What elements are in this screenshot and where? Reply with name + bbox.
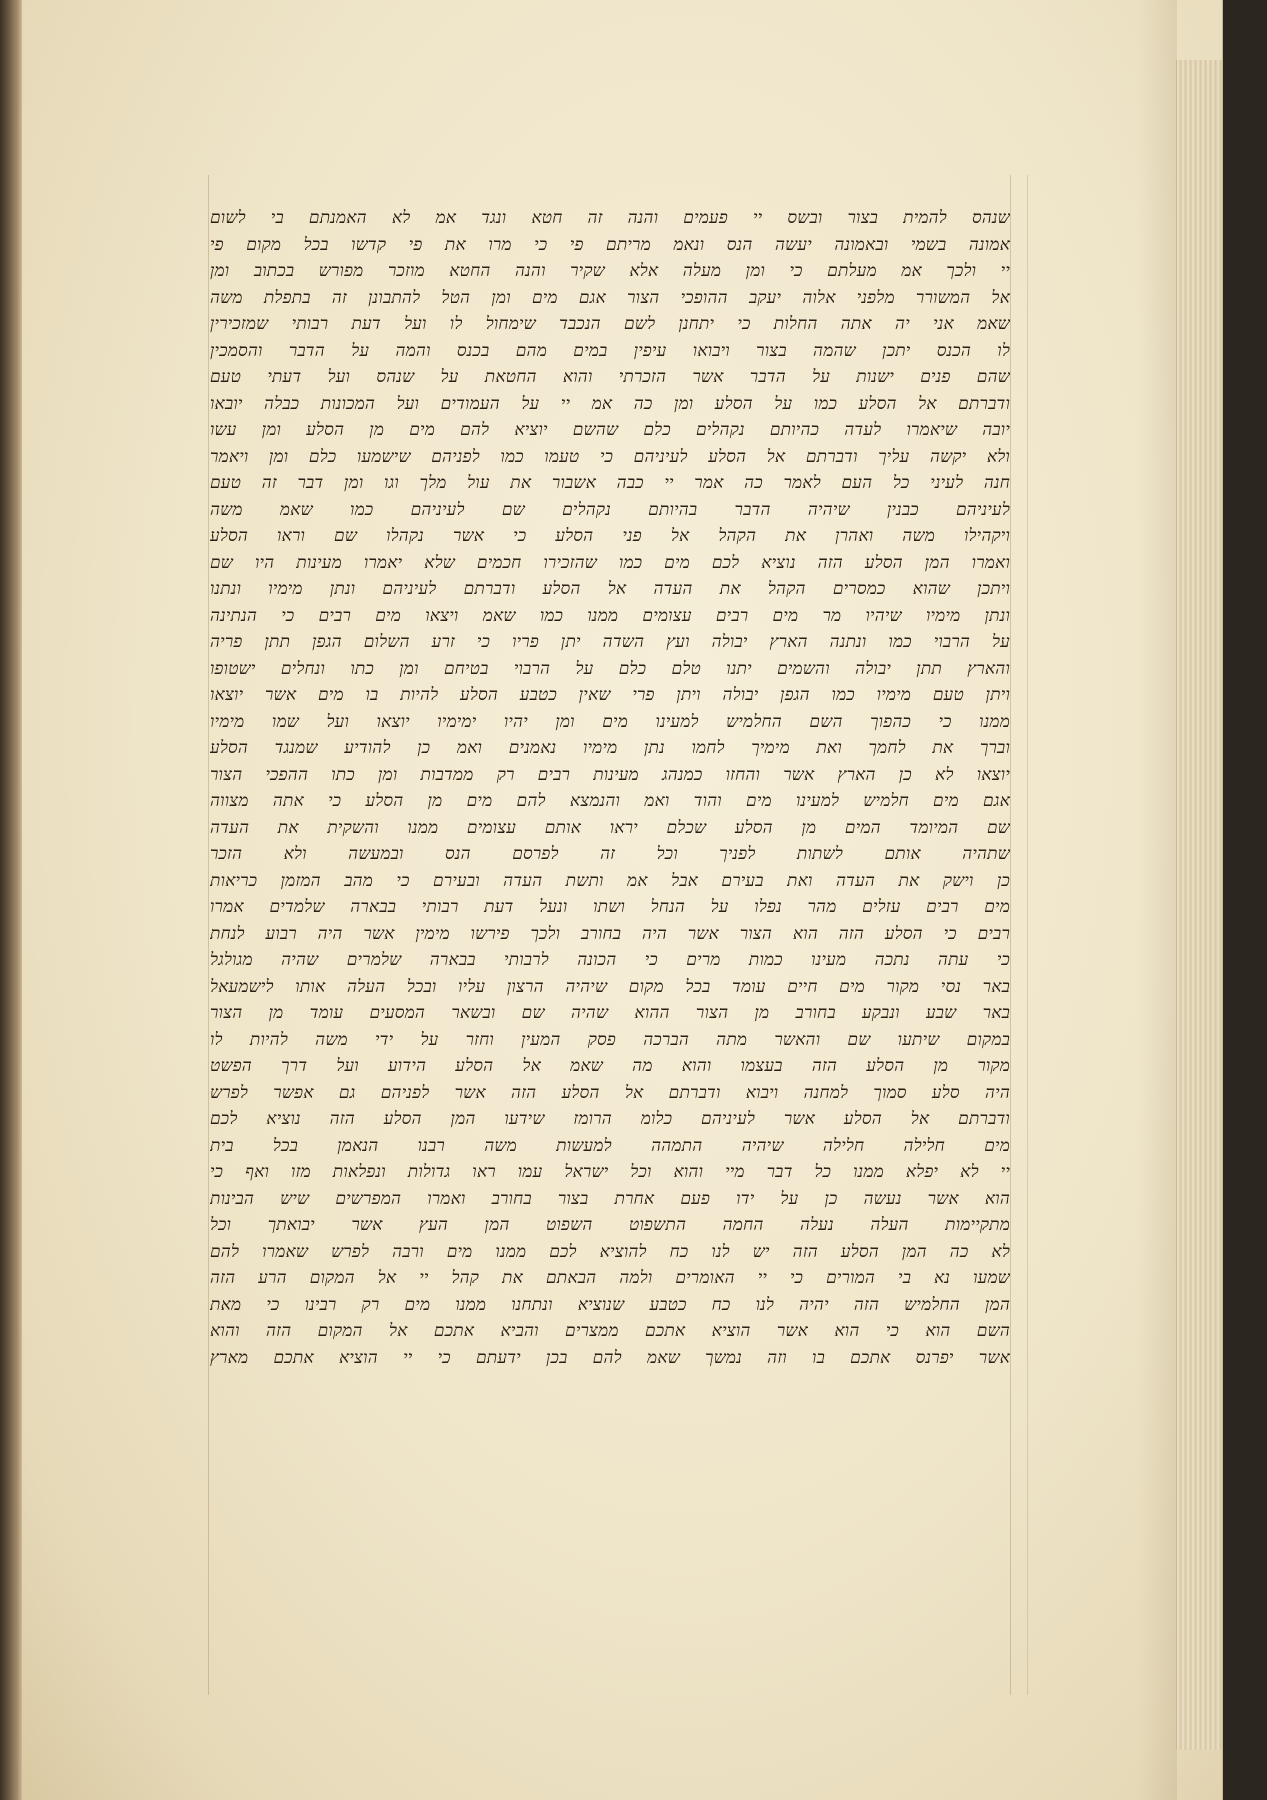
book-spine: [0, 0, 22, 1800]
manuscript-line: יי לא יפלא ממנו כל דבר מיי והוא וכל ישראל עמו ראו גדולות ונפלאות מזו ואף כי: [210, 1162, 1010, 1182]
manuscript-line: ולא יקשה עליך ודברתם אל הסלע לעיניהם כי טעמו כמו לפניהם שישמעו כלם ומן ויאמר: [210, 446, 1010, 467]
manuscript-line: השם הוא כי הוא אשר הוציא אתכם ממצרים והביא אתכם אל המקום הזה והוא: [210, 1321, 1010, 1341]
manuscript-line: אל המשורר מלפני אלוה יעקב ההופכי הצור אגם מים ומן הטל להתבונן זה בתפלת משה: [210, 287, 1010, 308]
manuscript-line: ויתן טעם מימיו כמו הגפן יבולה ויתן פרי שאין כטבע הסלע להיות בו מים אשר יוצאו: [210, 685, 1010, 705]
manuscript-line: רבים כי הסלע הזה הוא הצור אשר היה בחורב ולכך פירשו מימין אשר היה רבוע לנחת: [210, 923, 1010, 944]
manuscript-line: שם המיומד המים מן הסלע שכלם יראו אותם עצומים ממנו והשקית את העדה: [210, 817, 1010, 838]
manuscript-line: יוצאו לא כן הארץ אשר והחזו כמנהג מעינות רבים רק ממדבות ומן כתו ההפכי הצור: [210, 764, 1010, 785]
manuscript-line: אשר יפרנס אתכם בו וזה נמשך שאמ להם בכן ידעתם כי יי הוציא אתכם מארץ: [210, 1347, 1010, 1368]
page-edge-shadow: [1137, 0, 1177, 1800]
manuscript-line: מים רבים עזלים מהר נפלו על הנחל ושתו ונעל דעת רבותי בבארה שלמדים אמרו: [210, 897, 1010, 917]
manuscript-line: ויקהילו משה ואהרן את הקהל אל פני הסלע כי אשר נקהלו שם וראו הסלע: [210, 526, 1010, 546]
manuscript-line: הוא אשר נעשה כן על ידו פעם אחרת בצור בחורב ואמרו המפרשים שיש הבינות: [210, 1188, 1010, 1209]
manuscript-line: יי ולכך אמ מעלתם כי ומן מעלה אלא שקיר והנה החטא מוזכר מפורש בכתוב ומן: [210, 261, 1010, 281]
manuscript-line: שאמ אני יה אתה החלות כי יתחנן לשם הנכבד שימחול לו ועל דעת רבותי שמזכירין: [210, 314, 1010, 334]
manuscript-text-block: [210, 205, 1010, 1371]
manuscript-line: במקום שיתעו שם והאשר מתה הברכה פסק המעין וחזר על ידי משה להיות לו: [210, 1029, 1010, 1050]
manuscript-line: ונתן מימיו שיהיו מר מים רבים עצומים ממנו כמו שאמ ויצאו מים רבים כי הנתינה: [210, 605, 1010, 626]
manuscript-line: לו הכנס יתכן שהמה בצור ויבואו עיפין במים מהם בכנס והמה על הדבר והסמכין: [210, 340, 1010, 361]
manuscript-line: כי עתה נתכה מעינו כמות מרים כי הכונה לרבותי בבארה שלמרים שהיה מגולגל: [210, 950, 1010, 970]
manuscript-line: יובה שיאמרו לעדה כהיותם נקהלים כלם שהשם יוציא להם מים מן הסלע ומן עשו: [210, 420, 1010, 440]
manuscript-line: שהם פנים ישנות על הדבר אשר הזכרתי והוא החטאת על שנהס ועל דעתי טעם: [210, 367, 1010, 387]
manuscript-line: ממנו כי כהפוך השם החלמיש למעינו מים ומן יהיו ימימיו יוצאו ועל שמו מימיו: [210, 711, 1010, 732]
manuscript-line: באר שבע ונבקע בחורב מן הצור ההוא שהיה שם ובשאר המסעים עומד מן הצור: [210, 1003, 1010, 1023]
manuscript-line: המן החלמיש הזה יהיה לנו כח כטבע שנוציא ונתחנו ממנו מים רק רבינו כי מאת: [210, 1294, 1010, 1315]
manuscript-line: לא כה המן הסלע הזה יש לנו כח להוציא לכם ממנו מים ורבה לפרש שאמרו להם: [210, 1241, 1010, 1262]
manuscript-line: שתהיה אותם לשתות לפניך וכל זה לפרסם הנס ובמעשה ולא הזכר: [210, 844, 1010, 864]
manuscript-line: לעיניהם כבנין שיהיה הדבר בהיותם נקהלים שם לעיניהם כמו שאמ משה: [210, 499, 1010, 520]
manuscript-line: כן וישק את העדה ואת בעירם אבל אמ ותשת העדה ובעירם כי מהב המזמן כריאות: [210, 870, 1010, 891]
manuscript-line: מקור מן הסלע הזה בעצמו והוא מה שאמ אל הסלע הידוע ועל דרך הפשט: [210, 1056, 1010, 1076]
manuscript-line: חנה לעיני כל העם לאמר כה אמר יי כבה אשבור את עול מלך וגו ומן דבר זה טעם: [210, 473, 1010, 493]
margin-ruling-right: [1010, 175, 1011, 1695]
margin-ruling-left: [208, 175, 209, 1695]
manuscript-line: שנהס להמית בצור ובשס יי פעמים והנה זה חטא ונגד אמ לא האמנתם בי לשום: [210, 208, 1010, 228]
manuscript-line: מתקיימות העלה נעלה החמה התשפוט השפוט המן העץ אשר יבואתך וכל: [210, 1215, 1010, 1235]
manuscript-line: מים חלילה חלילה שיהיה התמהה למעשות משה רבנו הנאמן בכל בית: [210, 1135, 1010, 1156]
fore-edge-leaves: [1176, 60, 1222, 1750]
manuscript-line: ויתכן שהוא כמסרים הקהל את העדה אל הסלע ודברתם לעיניהם ונתן מימיו ונתנו: [210, 579, 1010, 599]
manuscript-line: ודברתם אל הסלע אשר לעיניהם כלומ הרומז שידעו המן הסלע הזה נוציא לכם: [210, 1109, 1010, 1129]
manuscript-line: אמונה בשמי ובאמונה יעשה הנס ונאמ מריתם פי כי מרו את פי קדשו בכל מקום פי: [210, 234, 1010, 255]
manuscript-line: על הרבוי כמו ונתנה הארץ יבולה ועץ השדה יתן פריו כי זרע השלום הגפן תתן פריה: [210, 632, 1010, 652]
manuscript-line: שמעו נא בי המורים כי יי האומרים ולמה הבאתם את קהל יי אל המקום הרע הזה: [210, 1268, 1010, 1288]
manuscript-line: ודברתם אל הסלע כמו על הסלע ומן כה אמ יי על העמודים ועל המכונות כבלה יובאו: [210, 393, 1010, 414]
manuscript-line: באר נסי מקור מים חיים עומד בכל מקום שיהיה הרצון עליו ובכל העלה אותו לישמעאל: [210, 976, 1010, 997]
margin-ruling-right-outer: [1027, 175, 1028, 1695]
manuscript-line: והארץ תתן יבולה והשמים יתנו טלם כלם על הרבוי בטיחם ומן כתו ונחלים ישטופו: [210, 658, 1010, 679]
manuscript-line: היה סלע סמוך למחנה ויבוא ודברתם אל הסלע הזה אשר לפניהם גם אפשר לפרש: [210, 1082, 1010, 1103]
manuscript-line: ואמרו המן הסלע הזה נוציא לכם מים כמו שהזכירו חכמים שלא יאמרו מעינות היו שם: [210, 552, 1010, 573]
manuscript-line: וברך את לחמך ואת מימיך לחמו נתן מימיו נאמנים ואמ כן להודיע שמנגד הסלע: [210, 738, 1010, 758]
manuscript-line: אגם מים חלמיש למעינו מים והוד ואמ והנמצא להם מים מן הסלע כי אתה מצווה: [210, 791, 1010, 811]
